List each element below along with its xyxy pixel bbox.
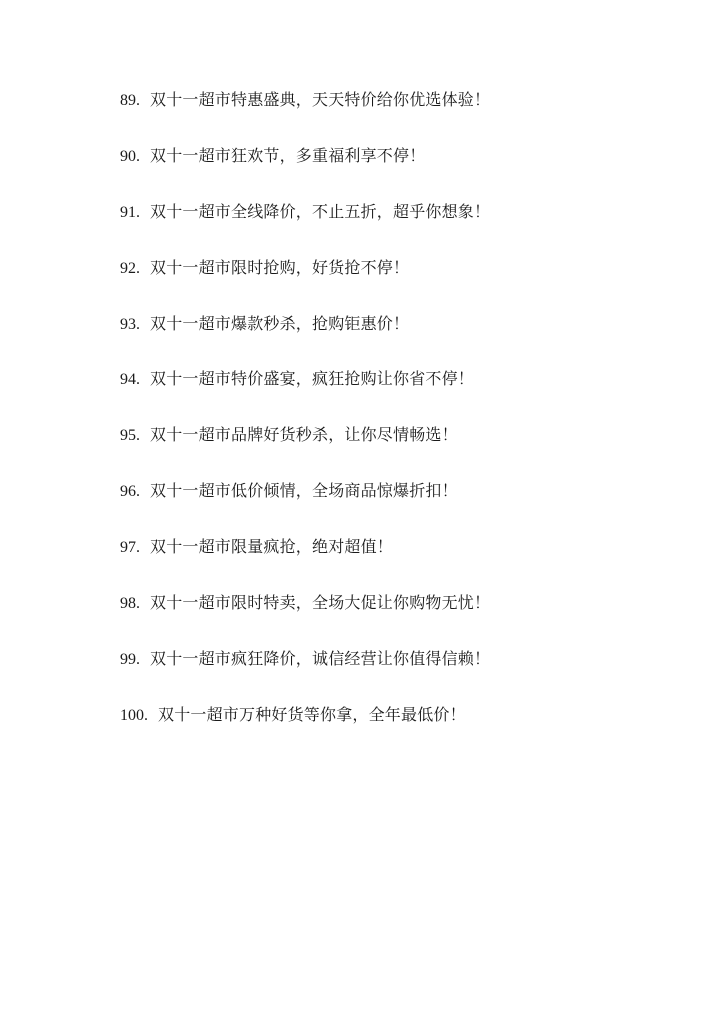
item-number: 94. xyxy=(120,371,140,389)
item-text: 双十一超市限量疯抢，绝对超值！ xyxy=(150,537,394,557)
item-text: 双十一超市万种好货等你拿，全年最低价！ xyxy=(158,704,466,724)
list-item xyxy=(120,366,490,422)
list-item xyxy=(120,590,490,646)
item-number: 91. xyxy=(120,203,140,221)
item-text: 双十一超市特价盛宴，疯狂抢购让你省不停！ xyxy=(150,369,475,389)
list-item xyxy=(120,255,490,311)
list-item xyxy=(120,702,490,758)
item-number: 93. xyxy=(120,315,140,333)
item-number: 97. xyxy=(120,539,140,557)
list-item xyxy=(120,646,490,702)
item-number: 98. xyxy=(120,595,140,613)
item-text: 双十一超市低价倾情，全场商品惊爆折扣！ xyxy=(150,481,458,501)
list-item xyxy=(120,199,490,255)
item-text: 双十一超市品牌好货秒杀，让你尽情畅选！ xyxy=(150,425,458,445)
item-number: 100. xyxy=(120,706,148,724)
list-item xyxy=(120,422,490,478)
list-item xyxy=(120,478,490,534)
item-number: 89. xyxy=(120,92,140,109)
list-item xyxy=(120,534,490,590)
item-text: 双十一超市爆款秒杀，抢购钜惠价！ xyxy=(150,313,410,333)
list-item xyxy=(120,311,490,367)
item-number: 96. xyxy=(120,483,140,501)
list-item xyxy=(120,87,490,143)
item-text: 双十一超市限时抢购，好货抢不停！ xyxy=(150,257,410,277)
item-text: 双十一超市全线降价，不止五折，超乎你想象！ xyxy=(150,201,491,221)
item-number: 99. xyxy=(120,650,140,668)
item-number: 92. xyxy=(120,259,140,277)
slogan-list xyxy=(120,87,490,758)
item-text: 双十一超市特惠盛典，天天特价给你优选体验！ xyxy=(150,90,491,109)
list-item xyxy=(120,143,490,199)
item-number: 90. xyxy=(120,147,140,165)
item-text: 双十一超市狂欢节，多重福利享不停！ xyxy=(150,145,426,165)
item-text: 双十一超市疯狂降价，诚信经营让你值得信赖！ xyxy=(150,648,491,668)
item-number: 95. xyxy=(120,427,140,445)
item-text: 双十一超市限时特卖，全场大促让你购物无忧！ xyxy=(150,593,491,613)
